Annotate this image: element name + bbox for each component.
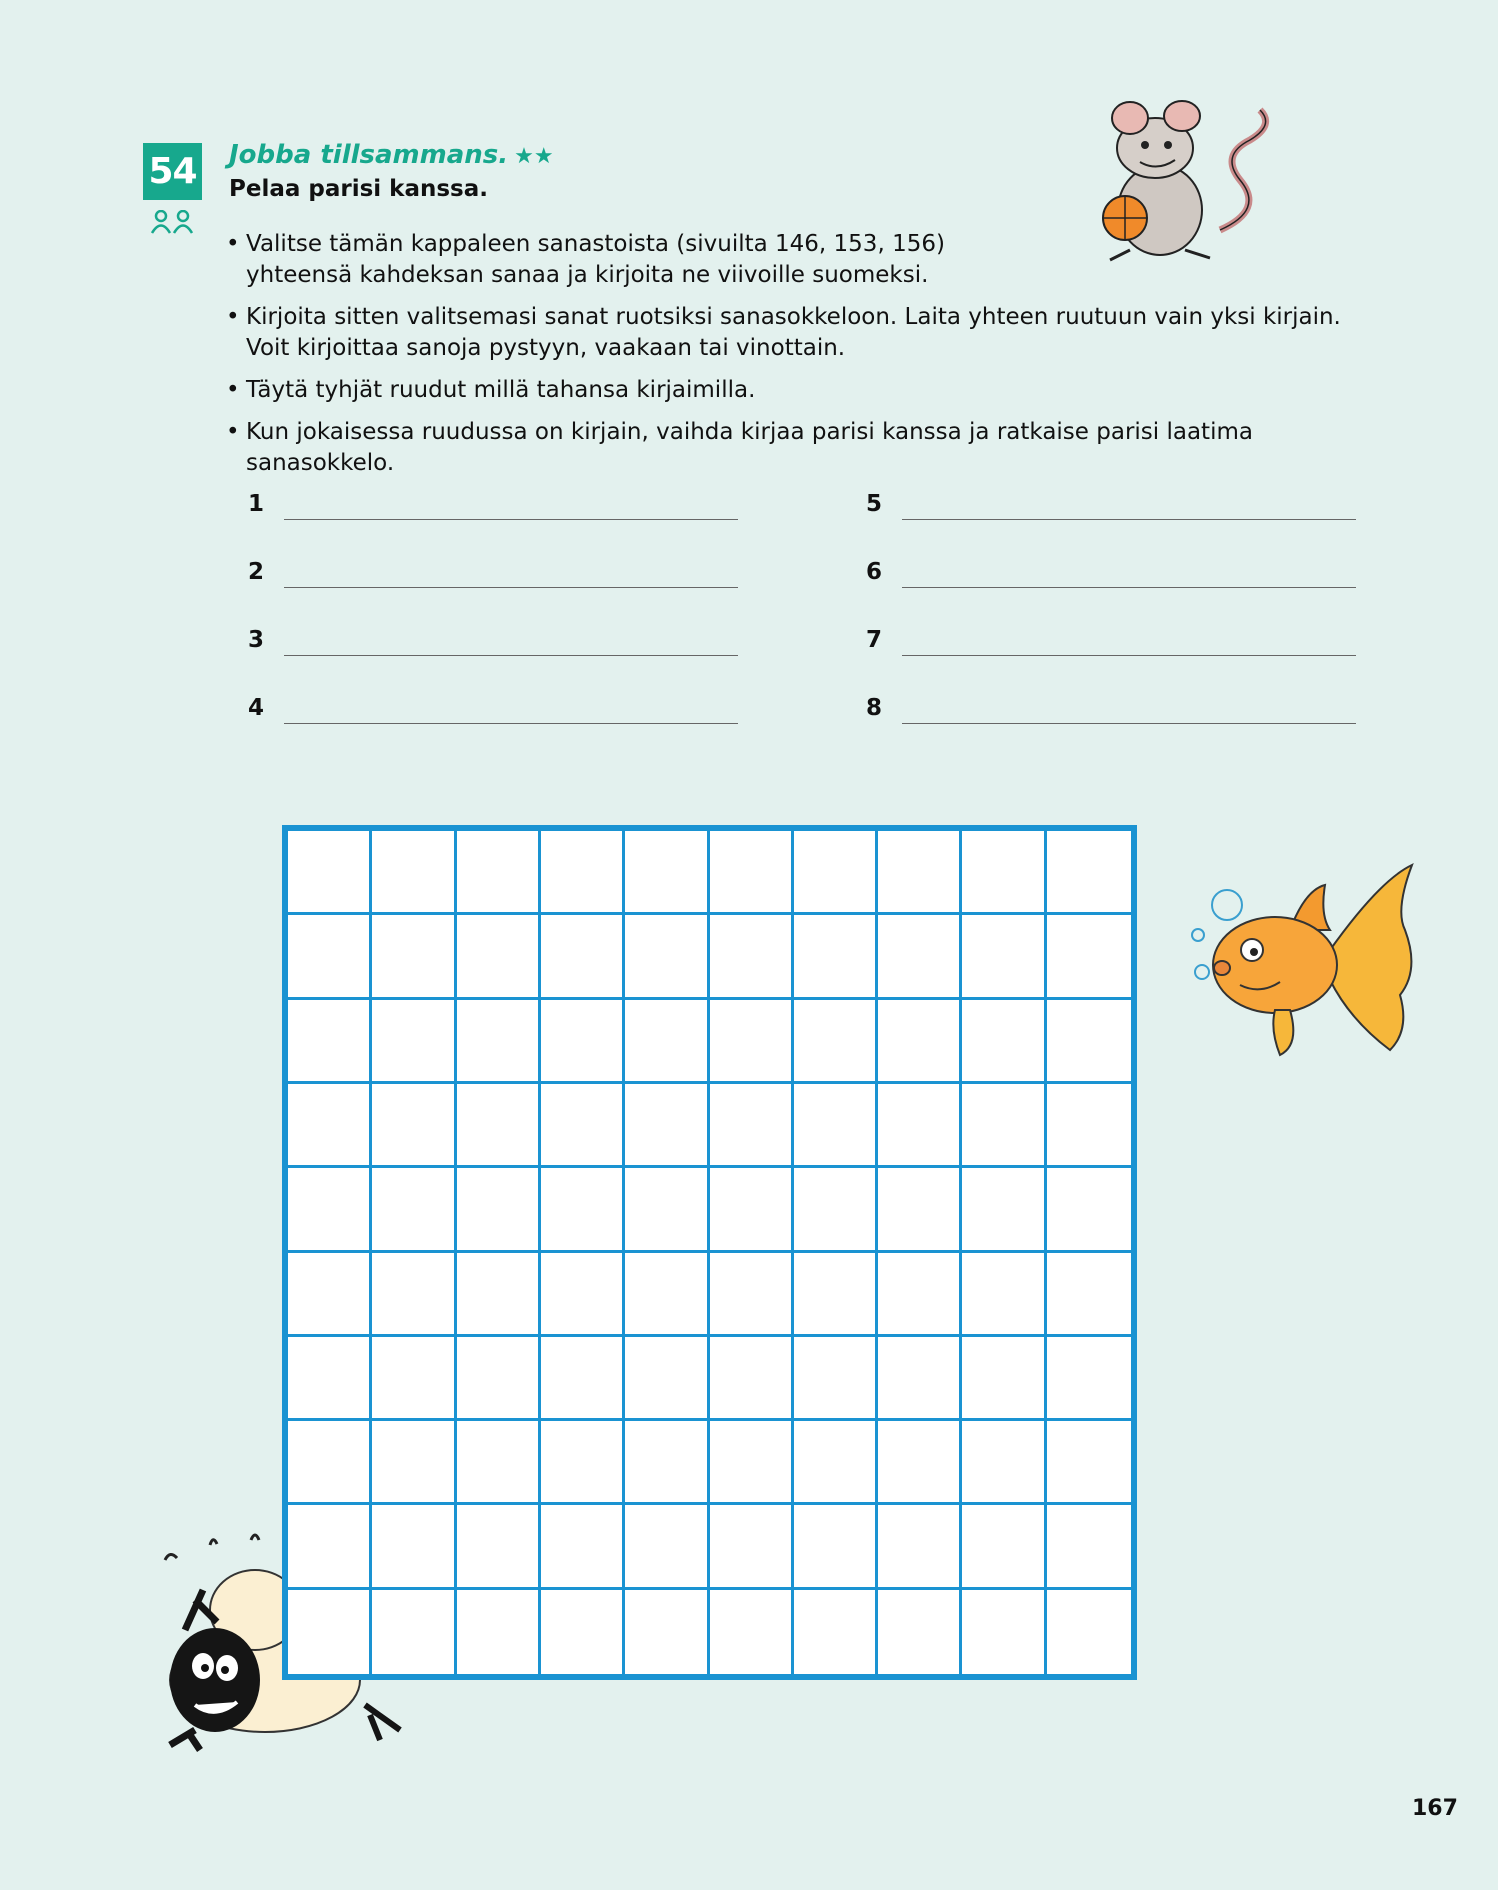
grid-cell[interactable] <box>541 1421 625 1505</box>
grid-cell[interactable] <box>962 915 1046 999</box>
grid-cell[interactable] <box>962 1000 1046 1084</box>
grid-cell[interactable] <box>541 1084 625 1168</box>
grid-cell[interactable] <box>372 1337 456 1421</box>
grid-cell[interactable] <box>457 1337 541 1421</box>
grid-cell[interactable] <box>1047 1168 1131 1252</box>
grid-cell[interactable] <box>710 1000 794 1084</box>
grid-cell[interactable] <box>457 1084 541 1168</box>
grid-cell[interactable] <box>962 1084 1046 1168</box>
grid-cell[interactable] <box>625 1421 709 1505</box>
grid-cell[interactable] <box>962 1253 1046 1337</box>
grid-cell[interactable] <box>288 1337 372 1421</box>
grid-cell[interactable] <box>1047 1590 1131 1674</box>
page-number: 167 <box>1412 1796 1458 1821</box>
grid-cell[interactable] <box>710 1337 794 1421</box>
grid-cell[interactable] <box>541 1590 625 1674</box>
grid-cell[interactable] <box>710 1084 794 1168</box>
grid-cell[interactable] <box>457 1505 541 1589</box>
grid-cell[interactable] <box>457 915 541 999</box>
grid-cell[interactable] <box>541 915 625 999</box>
grid-cell[interactable] <box>794 1168 878 1252</box>
grid-cell[interactable] <box>625 1253 709 1337</box>
grid-cell[interactable] <box>794 831 878 915</box>
grid-cell[interactable] <box>794 1505 878 1589</box>
grid-cell[interactable] <box>962 831 1046 915</box>
grid-cell[interactable] <box>541 1505 625 1589</box>
grid-cell[interactable] <box>710 1590 794 1674</box>
instruction-item: • Kirjoita sitten valitsemasi sanat ruotsiksi sanasokkeloon. Laita yhteen ruutuun vain yksi kirjain. Voit kirjoittaa sanoja pystyyn, vaakaan tai vinottain. <box>226 302 1376 364</box>
exercise-title-text: Jobba tillsammans. <box>229 140 509 170</box>
grid-cell[interactable] <box>878 1168 962 1252</box>
grid-cell[interactable] <box>710 1421 794 1505</box>
grid-cell[interactable] <box>878 1505 962 1589</box>
answer-line-number: 3 <box>248 627 265 653</box>
answer-line-number: 5 <box>866 491 883 517</box>
grid-cell[interactable] <box>1047 1421 1131 1505</box>
grid-cell[interactable] <box>541 1337 625 1421</box>
grid-cell[interactable] <box>625 1168 709 1252</box>
grid-cell[interactable] <box>878 1084 962 1168</box>
grid-cell[interactable] <box>541 1168 625 1252</box>
grid-cell[interactable] <box>541 1253 625 1337</box>
answer-line[interactable] <box>248 485 748 553</box>
grid-cell[interactable] <box>372 831 456 915</box>
grid-cell[interactable] <box>288 1000 372 1084</box>
exercise-number-badge: 54 <box>143 143 202 200</box>
grid-cell[interactable] <box>541 831 625 915</box>
grid-cell[interactable] <box>878 831 962 915</box>
grid-cell[interactable] <box>794 1421 878 1505</box>
answer-line[interactable] <box>248 621 748 689</box>
grid-cell[interactable] <box>372 1168 456 1252</box>
goldfish-illustration <box>1180 860 1420 1060</box>
grid-cell[interactable] <box>625 1590 709 1674</box>
answer-line-number: 8 <box>866 695 883 721</box>
grid-cell[interactable] <box>794 1000 878 1084</box>
answer-line-number: 4 <box>248 695 265 721</box>
grid-cell[interactable] <box>1047 831 1131 915</box>
grid-cell[interactable] <box>457 831 541 915</box>
grid-cell[interactable] <box>878 915 962 999</box>
grid-cell[interactable] <box>625 831 709 915</box>
grid-cell[interactable] <box>457 1421 541 1505</box>
grid-cell[interactable] <box>962 1590 1046 1674</box>
grid-cell[interactable] <box>794 1084 878 1168</box>
grid-cell[interactable] <box>1047 1505 1131 1589</box>
grid-cell[interactable] <box>878 1253 962 1337</box>
grid-cell[interactable] <box>962 1168 1046 1252</box>
grid-cell[interactable] <box>878 1000 962 1084</box>
grid-cell[interactable] <box>962 1505 1046 1589</box>
grid-cell[interactable] <box>710 831 794 915</box>
pair-work-icon <box>150 210 194 234</box>
difficulty-stars: ★★ <box>514 144 554 169</box>
grid-cell[interactable] <box>288 1590 372 1674</box>
grid-cell[interactable] <box>372 1590 456 1674</box>
answer-line-number: 7 <box>866 627 883 653</box>
grid-cell[interactable] <box>372 1505 456 1589</box>
grid-cell[interactable] <box>710 1168 794 1252</box>
grid-cell[interactable] <box>710 1253 794 1337</box>
instruction-item: • Täytä tyhjät ruudut millä tahansa kirjaimilla. <box>226 375 1406 406</box>
answer-line[interactable] <box>866 553 1366 621</box>
exercise-subtitle: Pelaa parisi kanssa. <box>229 176 489 202</box>
grid-cell[interactable] <box>457 1000 541 1084</box>
grid-cell[interactable] <box>710 915 794 999</box>
grid-cell[interactable] <box>794 1253 878 1337</box>
grid-cell[interactable] <box>372 1253 456 1337</box>
grid-cell[interactable] <box>794 1337 878 1421</box>
grid-cell[interactable] <box>288 1421 372 1505</box>
grid-cell[interactable] <box>625 1337 709 1421</box>
grid-cell[interactable] <box>288 1253 372 1337</box>
grid-cell[interactable] <box>625 1084 709 1168</box>
grid-cell[interactable] <box>288 1505 372 1589</box>
grid-cell[interactable] <box>372 1000 456 1084</box>
grid-cell[interactable] <box>962 1421 1046 1505</box>
grid-cell[interactable] <box>372 1421 456 1505</box>
mouse-illustration <box>1090 100 1280 270</box>
answer-lines-right <box>866 485 1366 757</box>
grid-cell[interactable] <box>288 831 372 915</box>
grid-cell[interactable] <box>288 1084 372 1168</box>
answer-line[interactable] <box>866 485 1366 553</box>
answer-line[interactable] <box>866 621 1366 689</box>
word-search-grid[interactable] <box>282 825 1137 1680</box>
grid-cell[interactable] <box>1047 1337 1131 1421</box>
exercise-title <box>229 140 554 170</box>
answer-line-number: 1 <box>248 491 265 517</box>
grid-cell[interactable] <box>710 1505 794 1589</box>
grid-cell[interactable] <box>794 915 878 999</box>
grid-cell[interactable] <box>372 915 456 999</box>
grid-cell[interactable] <box>1047 915 1131 999</box>
grid-cell[interactable] <box>1047 1084 1131 1168</box>
grid-cell[interactable] <box>541 1000 625 1084</box>
answer-line-number: 2 <box>248 559 265 585</box>
grid-cell[interactable] <box>962 1337 1046 1421</box>
grid-cell[interactable] <box>1047 1253 1131 1337</box>
grid-cell[interactable] <box>878 1421 962 1505</box>
answer-line[interactable] <box>248 553 748 621</box>
instruction-item: • Valitse tämän kappaleen sanastoista (sivuilta 146, 153, 156) yhteensä kahdeksan sanaa ja kirjoita ne viivoille suomeksi. <box>226 229 1046 291</box>
answer-line-number: 6 <box>866 559 883 585</box>
grid-cell[interactable] <box>288 1168 372 1252</box>
grid-cell[interactable] <box>625 915 709 999</box>
instruction-item: • Kun jokaisessa ruudussa on kirjain, vaihda kirjaa parisi kanssa ja ratkaise parisi laatima sanasokkelo. <box>226 417 1406 479</box>
grid-cell[interactable] <box>1047 1000 1131 1084</box>
grid-cell[interactable] <box>625 1000 709 1084</box>
grid-cell[interactable] <box>457 1253 541 1337</box>
answer-lines-left <box>248 485 748 757</box>
answer-line[interactable] <box>248 689 748 757</box>
grid-cell[interactable] <box>878 1337 962 1421</box>
grid-cell[interactable] <box>878 1590 962 1674</box>
grid-cell[interactable] <box>288 915 372 999</box>
grid-cell[interactable] <box>372 1084 456 1168</box>
answer-line[interactable] <box>866 689 1366 757</box>
grid-cell[interactable] <box>625 1505 709 1589</box>
grid-cell[interactable] <box>457 1590 541 1674</box>
grid-cell[interactable] <box>457 1168 541 1252</box>
grid-cell[interactable] <box>794 1590 878 1674</box>
